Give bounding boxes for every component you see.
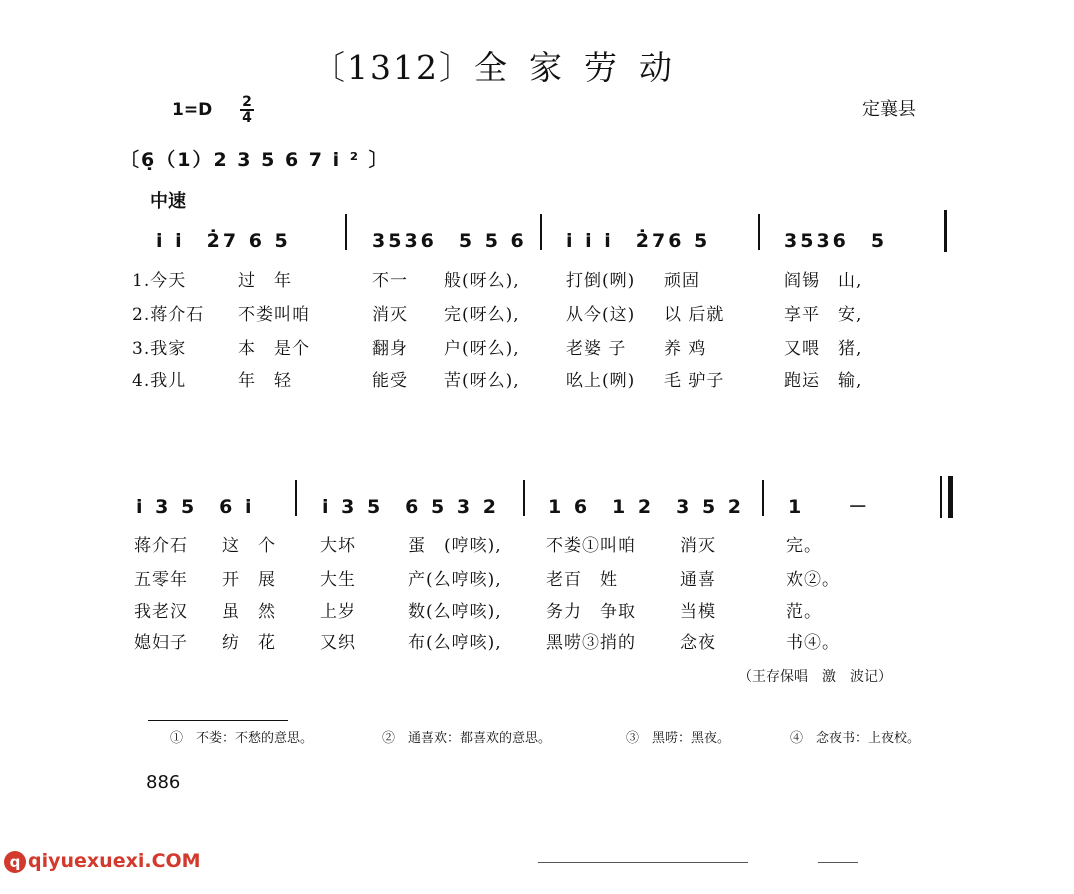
time-signature bbox=[240, 95, 254, 125]
lyric-cell: 开 展 bbox=[222, 570, 276, 590]
lyric-cell: 顽固 bbox=[664, 271, 700, 291]
lyric-cell: 黑唠③捎的 bbox=[546, 633, 636, 653]
lyric-cell: 大坏 bbox=[320, 536, 356, 556]
footnote-1: ① 不娄：不愁的意思。 bbox=[170, 731, 314, 746]
watermark-logo-icon: q bbox=[4, 851, 26, 873]
lyric-cell: 翻身 bbox=[372, 339, 408, 359]
lyric-cell: 通喜 bbox=[680, 570, 716, 590]
measure-1-1: i i 2̇7 6 5 bbox=[156, 230, 291, 252]
lyric-cell: 苦(呀么), bbox=[444, 371, 520, 391]
lyric-cell: 阎锡 山, bbox=[784, 271, 863, 291]
bar-line bbox=[540, 214, 542, 250]
footnote-4: ④ 念夜书：上夜校。 bbox=[790, 731, 921, 746]
lyric-cell: 户(呀么), bbox=[444, 339, 520, 359]
lyric-cell: 不一 bbox=[372, 271, 408, 291]
measure-1-2: 3536 5 5 6 bbox=[372, 230, 527, 252]
tempo-marking: 中速 bbox=[150, 191, 186, 212]
scale-notes: 〔6̣（1）2 3 5 6 7 i ² 〕 bbox=[120, 149, 390, 171]
lyric-cell: 老婆 子 bbox=[566, 339, 627, 359]
lyric-cell: 又织 bbox=[320, 633, 356, 653]
lyric-cell: 3.我家 bbox=[132, 339, 187, 359]
lyric-cell: 念夜 bbox=[680, 633, 716, 653]
lyric-cell: 产(么哼咳), bbox=[408, 570, 502, 590]
lyric-cell: 本 是个 bbox=[238, 339, 310, 359]
lyric-cell: 完(呀么), bbox=[444, 305, 520, 325]
lyric-cell: 不娄①叫咱 bbox=[546, 536, 636, 556]
lyric-cell: 这 个 bbox=[222, 536, 276, 556]
lyric-cell: 又喂 猪, bbox=[784, 339, 863, 359]
bar-line-end bbox=[944, 210, 947, 252]
measure-1-3: i i i 2̇76 5 bbox=[566, 230, 711, 252]
lyric-cell: 蒋介石 bbox=[134, 536, 188, 556]
lyric-cell: 务力 争取 bbox=[546, 602, 636, 622]
lyric-cell: 跑运 输, bbox=[784, 371, 863, 391]
lyric-cell: 4.我儿 bbox=[132, 371, 187, 391]
song-name: 全家劳动 bbox=[473, 48, 694, 87]
lyric-cell: 纺 花 bbox=[222, 633, 276, 653]
bar-line bbox=[762, 480, 764, 516]
performer-credit: （王存保唱 激 波记） bbox=[738, 669, 892, 685]
page-number: 886 bbox=[146, 772, 181, 793]
lyric-cell: 2.蒋介石 bbox=[132, 305, 205, 325]
measure-2-2: i 3 5 6 5 3 2 bbox=[322, 496, 499, 518]
measure-1-4: 3536 5 bbox=[784, 230, 888, 252]
lyric-cell: 毛 驴子 bbox=[664, 371, 725, 391]
key-signature: 1=D bbox=[172, 100, 213, 120]
lyric-cell: 范。 bbox=[786, 602, 822, 622]
lyric-cell: 五零年 bbox=[134, 570, 188, 590]
bar-line bbox=[758, 214, 760, 250]
lyric-cell: 1.今天 bbox=[132, 271, 187, 291]
scan-edge-line bbox=[818, 862, 858, 863]
lyric-cell: 不娄叫咱 bbox=[238, 305, 310, 325]
lyric-cell: 媳妇子 bbox=[134, 633, 188, 653]
bar-line bbox=[345, 214, 347, 250]
measure-2-3: 1 6 1 2 3 5 2 bbox=[548, 496, 745, 518]
time-denominator: 4 bbox=[240, 109, 254, 125]
lyric-cell: 消灭 bbox=[680, 536, 716, 556]
lyric-cell: 养 鸡 bbox=[664, 339, 707, 359]
lyric-cell: 吆上(咧) bbox=[566, 371, 636, 391]
lyric-cell: 书④。 bbox=[786, 633, 840, 653]
lyric-cell: 能受 bbox=[372, 371, 408, 391]
lyric-cell: 般(呀么), bbox=[444, 271, 520, 291]
footnote-divider bbox=[148, 720, 288, 721]
measure-2-1: i 3 5 6 i bbox=[136, 496, 255, 518]
lyric-cell: 布(么哼咳), bbox=[408, 633, 502, 653]
footnote-3: ③ 黑唠：黑夜。 bbox=[626, 731, 731, 746]
lyric-cell: 大生 bbox=[320, 570, 356, 590]
site-watermark bbox=[4, 850, 201, 873]
final-bar-thin bbox=[940, 476, 942, 518]
lyric-cell: 虽 然 bbox=[222, 602, 276, 622]
lyric-cell: 打倒(咧) bbox=[566, 271, 636, 291]
watermark-text: qiyuexuexi.COM bbox=[28, 850, 201, 872]
lyric-cell: 上岁 bbox=[320, 602, 356, 622]
lyric-cell: 从今(这) bbox=[566, 305, 636, 325]
lyric-cell: 年 轻 bbox=[238, 371, 292, 391]
lyric-cell: 以 后就 bbox=[664, 305, 725, 325]
time-numerator: 2 bbox=[242, 94, 252, 110]
lyric-cell: 消灭 bbox=[372, 305, 408, 325]
song-title bbox=[312, 42, 694, 89]
bar-line bbox=[295, 480, 297, 516]
footnote-2: ② 通喜欢：都喜欢的意思。 bbox=[382, 731, 552, 746]
lyric-cell: 享平 安, bbox=[784, 305, 863, 325]
lyric-cell: 过 年 bbox=[238, 271, 292, 291]
lyric-cell: 完。 bbox=[786, 536, 822, 556]
measure-2-4: 1 － bbox=[788, 496, 871, 518]
final-bar-thick bbox=[948, 476, 953, 518]
lyric-cell: 数(么哼咳), bbox=[408, 602, 502, 622]
lyric-cell: 欢②。 bbox=[786, 570, 840, 590]
lyric-cell: 蛋 (哼咳), bbox=[408, 536, 502, 556]
lyric-cell: 当模 bbox=[680, 602, 716, 622]
bar-line bbox=[523, 480, 525, 516]
song-number: 〔1312〕 bbox=[312, 48, 474, 87]
scan-edge-line bbox=[538, 862, 748, 863]
region-label: 定襄县 bbox=[862, 99, 916, 120]
lyric-cell: 老百 姓 bbox=[546, 570, 618, 590]
lyric-cell: 我老汉 bbox=[134, 602, 188, 622]
